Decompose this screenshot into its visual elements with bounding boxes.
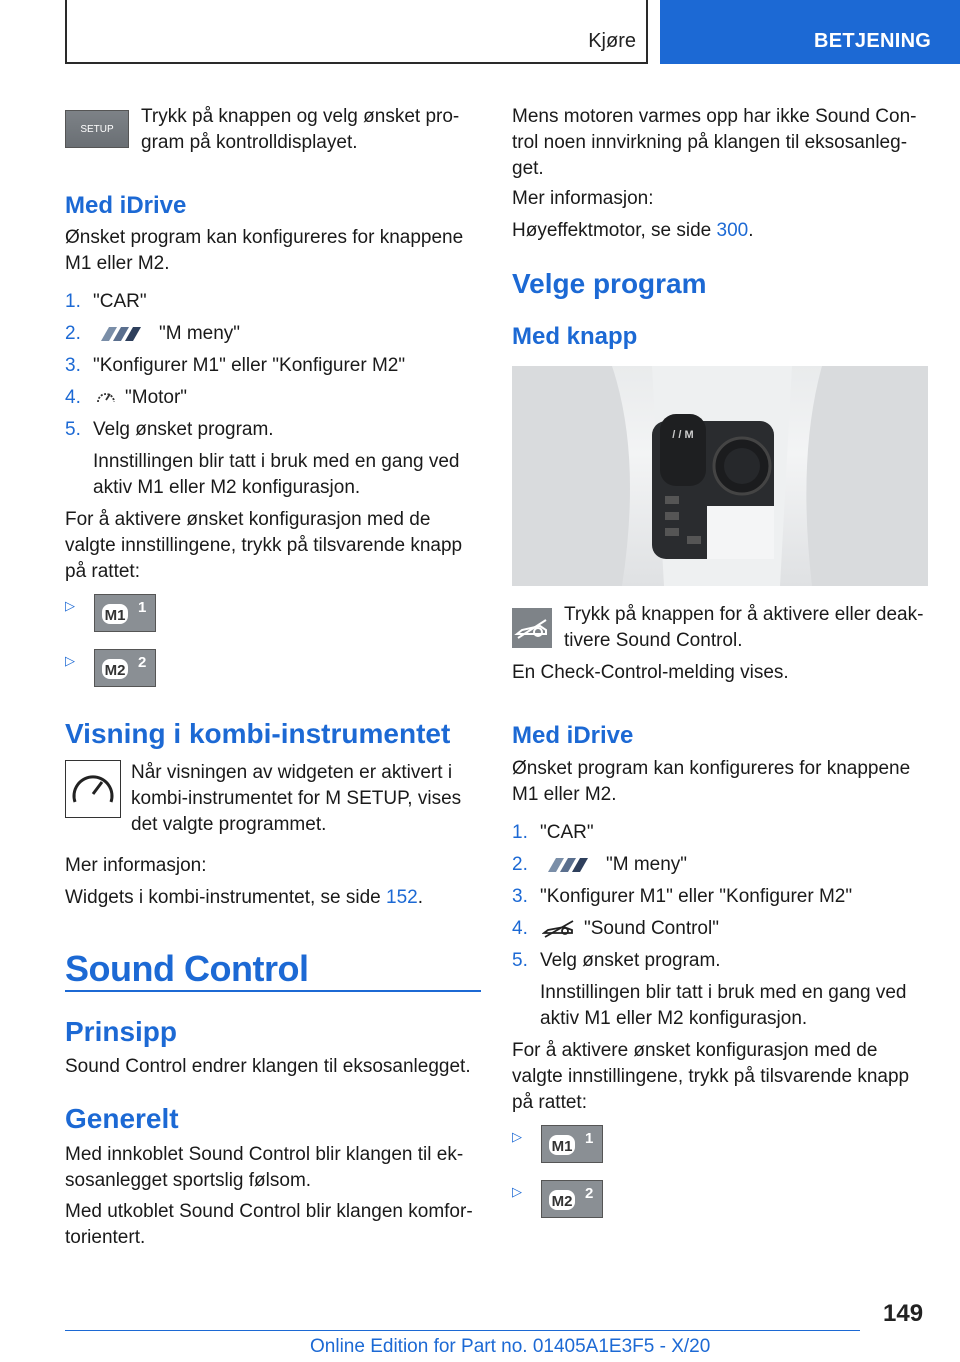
check-control-text: En Check-Control-melding vises. (512, 662, 789, 683)
svg-text:M2: M2 (551, 1193, 573, 1210)
svg-text:M2: M2 (104, 662, 126, 679)
svg-text:1: 1 (585, 1130, 594, 1147)
center-console-photo (512, 366, 928, 586)
kombi-heading: Visning i kombi-instrumentet (65, 718, 451, 749)
left-idrive-heading: Med iDrive (65, 192, 187, 219)
setup-instruction: Trykk på knappen og velg ønsket program på kontrolldisplayet. (141, 106, 460, 153)
generelt-text-1: Med innkoblet Sound Control blir klangen til eksosanlegget sportslig følsom. (65, 1144, 464, 1191)
left-activate-text: For å aktivere ønsket konfigurasjon med de valgte innstillingene, trykk på tilsvarende knapp på rattet: (65, 509, 463, 582)
header-chapter: Kjøre (588, 30, 636, 52)
widgets-page-link[interactable]: 152 (386, 887, 418, 908)
setup-icon: SETUP (65, 110, 129, 148)
left-bullet-m2: ▷ (65, 653, 75, 668)
left-m2-button-icon (94, 649, 156, 687)
right-activate-text: For å aktivere ønsket konfigurasjon med de valgte innstillingene, trykk på tilsvarende knapp på rattet: (512, 1040, 910, 1113)
generelt-text-2: Med utkoblet Sound Control blir klangen komfortorientert. (65, 1201, 473, 1248)
press-sound-button-text: Trykk på knappen for å aktivere eller deaktivere Sound Control. (564, 604, 924, 651)
svg-text:M1: M1 (551, 1138, 573, 1155)
m-stripes-icon (542, 858, 596, 872)
svg-text:1: 1 (138, 599, 147, 616)
speedometer-icon (65, 760, 121, 818)
widgets-reference: Widgets i kombi-instrumentet, se side 152. (65, 887, 423, 908)
right-more-info: Mer informasjon: (512, 188, 654, 209)
gauge-icon (95, 387, 117, 409)
motor-reference: Høyeffektmotor, se side 300. (512, 220, 754, 241)
left-idrive-intro: Ønsket program kan konfigureres for knappene M1 eller M2. (65, 227, 464, 274)
footer-rule (65, 1330, 860, 1331)
section-divider (65, 990, 481, 992)
velge-program-heading: Velge program (512, 268, 707, 299)
sound-control-icon (512, 608, 552, 648)
left-bullet-m1: ▷ (65, 598, 75, 613)
kombi-text: Når visningen av widgeten er aktivert i kombi-instrumentet for M SETUP, vises det valgte programmet. (131, 762, 462, 835)
left-step-5-note: Innstillingen blir tatt i bruk med en gang ved aktiv M1 eller M2 konfigurasjon. (93, 451, 460, 498)
sound-control-heading: Sound Control (65, 948, 309, 989)
footer-edition: Online Edition for Part no. 01405A1E3F5 - X/20 (310, 1336, 711, 1357)
right-idrive-heading: Med iDrive (512, 722, 634, 749)
motor-page-link[interactable]: 300 (716, 220, 749, 241)
left-m1-button-icon (94, 594, 156, 632)
page-number: 149 (883, 1300, 924, 1327)
svg-text:2: 2 (138, 654, 147, 671)
right-m1-button-icon (541, 1125, 603, 1163)
prinsipp-heading: Prinsipp (65, 1016, 178, 1047)
right-step-5-note: Innstillingen blir tatt i bruk med en gang ved aktiv M1 eller M2 konfigurasjon. (540, 982, 907, 1029)
header-section-tab[interactable]: BETJENING (660, 0, 960, 64)
med-knapp-heading: Med knapp (512, 323, 638, 350)
svg-text:M1: M1 (104, 607, 126, 624)
m-stripes-icon (95, 327, 149, 341)
left-more-info: Mer informasjon: (65, 855, 207, 876)
warmup-text: Mens motoren varmes opp har ikke Sound Control noen innvirkning på klangen til eksosanlegget. (512, 106, 917, 179)
right-m2-button-icon (541, 1180, 603, 1218)
svg-text:2: 2 (585, 1185, 594, 1202)
prinsipp-text: Sound Control endrer klangen til eksosanlegget. (65, 1056, 471, 1077)
right-bullet-m2: ▷ (512, 1184, 522, 1199)
right-bullet-m1: ▷ (512, 1129, 522, 1144)
exhaust-sound-icon (542, 919, 578, 939)
generelt-heading: Generelt (65, 1103, 179, 1134)
right-idrive-intro: Ønsket program kan konfigureres for knappene M1 eller M2. (512, 758, 911, 805)
svg-text:/ / M: / / M (672, 429, 694, 441)
